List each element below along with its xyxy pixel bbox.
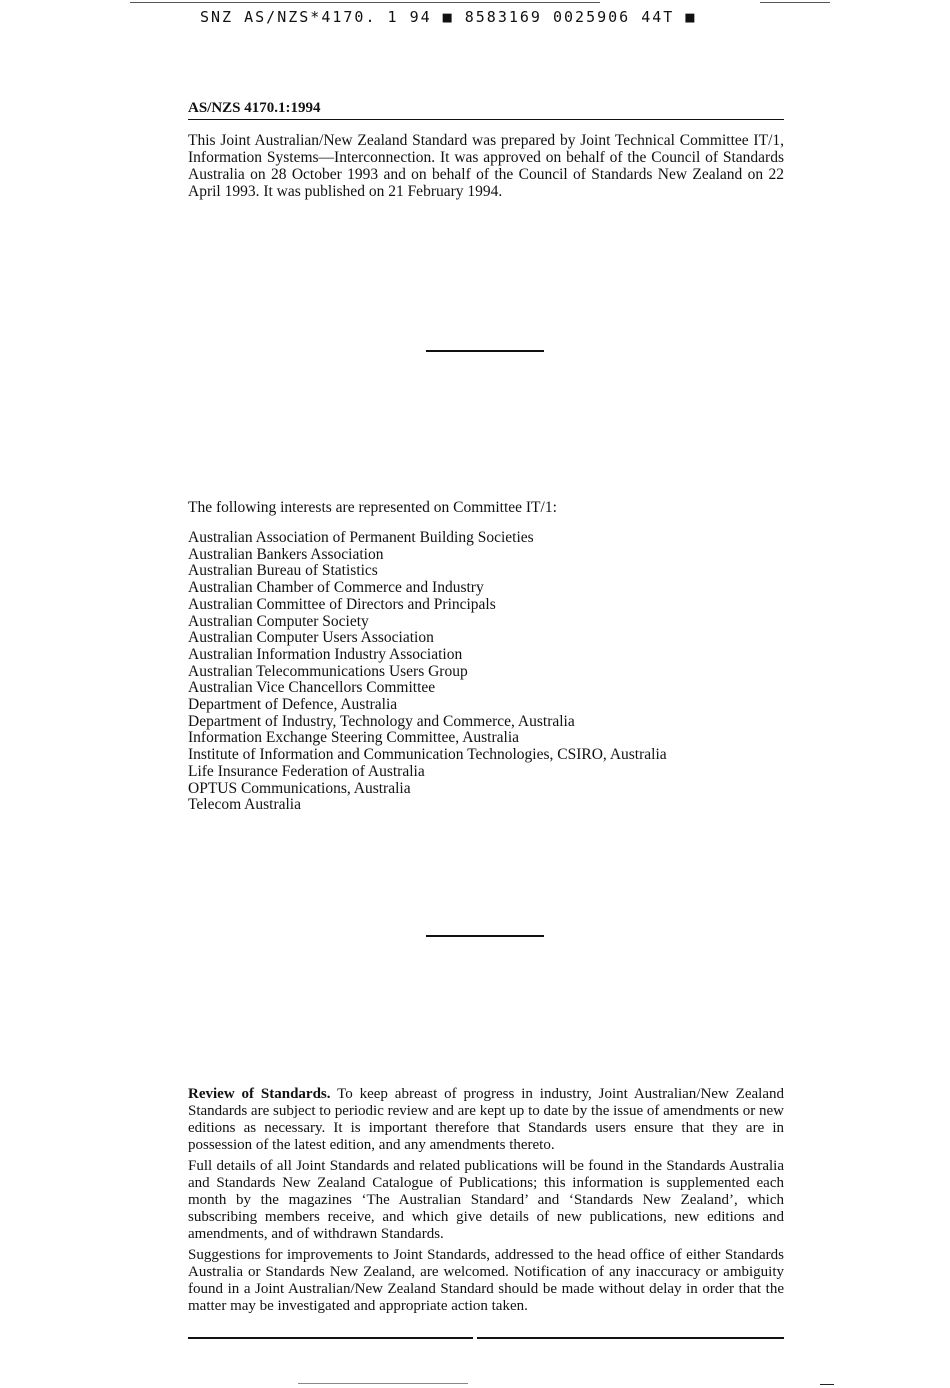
list-item: Institute of Information and Communication Technologies, CSIRO, Australia	[188, 746, 667, 764]
interests-heading: The following interests are represented on Committee IT/1:	[188, 499, 557, 516]
section-separator	[426, 935, 544, 937]
list-item: Australian Chamber of Commerce and Industry	[188, 579, 484, 597]
list-item: Telecom Australia	[188, 796, 301, 814]
bottom-scan-rule	[298, 1383, 468, 1384]
review-heading: Review of Standards.	[188, 1086, 331, 1102]
list-item: Australian Information Industry Association	[188, 645, 463, 663]
review-paragraph-1	[188, 1086, 784, 1154]
list-item: Australian Bankers Association	[188, 545, 384, 563]
review-paragraph-2: Full details of all Joint Standards and related publications will be found in the Standards Australia and Standards New Zealand Catalogue of Publications; this information is supplemented each month by the magazines ‘The Australian Standard’ and ‘Standards New Zealand’, which subscribing members receive, and which give details of new publications, new editions and amendments, and of withdrawn Standards.	[188, 1158, 784, 1242]
list-item: Department of Defence, Australia	[188, 696, 398, 714]
bottom-rule-right	[477, 1337, 784, 1339]
committee-member-list	[188, 530, 667, 814]
review-of-standards	[188, 1086, 784, 1319]
list-item: Australian Committee of Directors and Principals	[188, 595, 496, 613]
top-scan-rule	[130, 2, 600, 3]
review-paragraph-3: Suggestions for improvements to Joint Standards, addressed to the head office of either Standards Australia or Standards New Zealand, are welcomed. Notification of any inaccuracy or ambiguity found in a Joint Australian/New Zealand Standard should be made without delay in order that the matter may be investigated and appropriate action taken.	[188, 1247, 784, 1314]
list-item: Information Exchange Steering Committee, Australia	[188, 729, 520, 747]
list-item: Australian Bureau of Statistics	[188, 562, 378, 580]
bottom-rule-left	[188, 1337, 473, 1339]
review-text-1: To keep abreast of progress in industry, Joint Australian/New Zealand Standards are subject to periodic review and are kept up to date by the issue of amendments or new editions as necessary. It is important therefore that Standards users ensure that they are in possession of the latest edition, and any amendments thereto.	[188, 1086, 784, 1153]
list-item: Australian Vice Chancellors Committee	[188, 679, 436, 697]
list-item: OPTUS Communications, Australia	[188, 779, 411, 797]
intro-paragraph: This Joint Australian/New Zealand Standard was prepared by Joint Technical Committee IT/1, Information Systems—Interconnection. It was approved on behalf of the Council of Standards Australia on 28 October 1993 and on behalf of the Council of Standards New Zealand on 22 April 1993. It was published on 21 February 1994.	[188, 132, 784, 200]
list-item: Australian Computer Users Association	[188, 629, 434, 647]
list-item: Department of Industry, Technology and Commerce, Australia	[188, 712, 575, 730]
top-scan-rule-right	[760, 2, 830, 3]
scan-header-code: SNZ AS/NZS*4170. 1 94 ■ 8583169 0025906 44T ■	[200, 8, 697, 26]
list-item: Australian Association of Permanent Building Societies	[188, 529, 534, 546]
list-item: Life Insurance Federation of Australia	[188, 762, 425, 780]
list-item: Australian Computer Society	[188, 612, 369, 630]
bottom-scan-rule-right	[820, 1384, 834, 1385]
list-item: Australian Telecommunications Users Group	[188, 662, 468, 680]
section-separator	[426, 350, 544, 352]
standard-designation: AS/NZS 4170.1:1994	[188, 100, 784, 120]
